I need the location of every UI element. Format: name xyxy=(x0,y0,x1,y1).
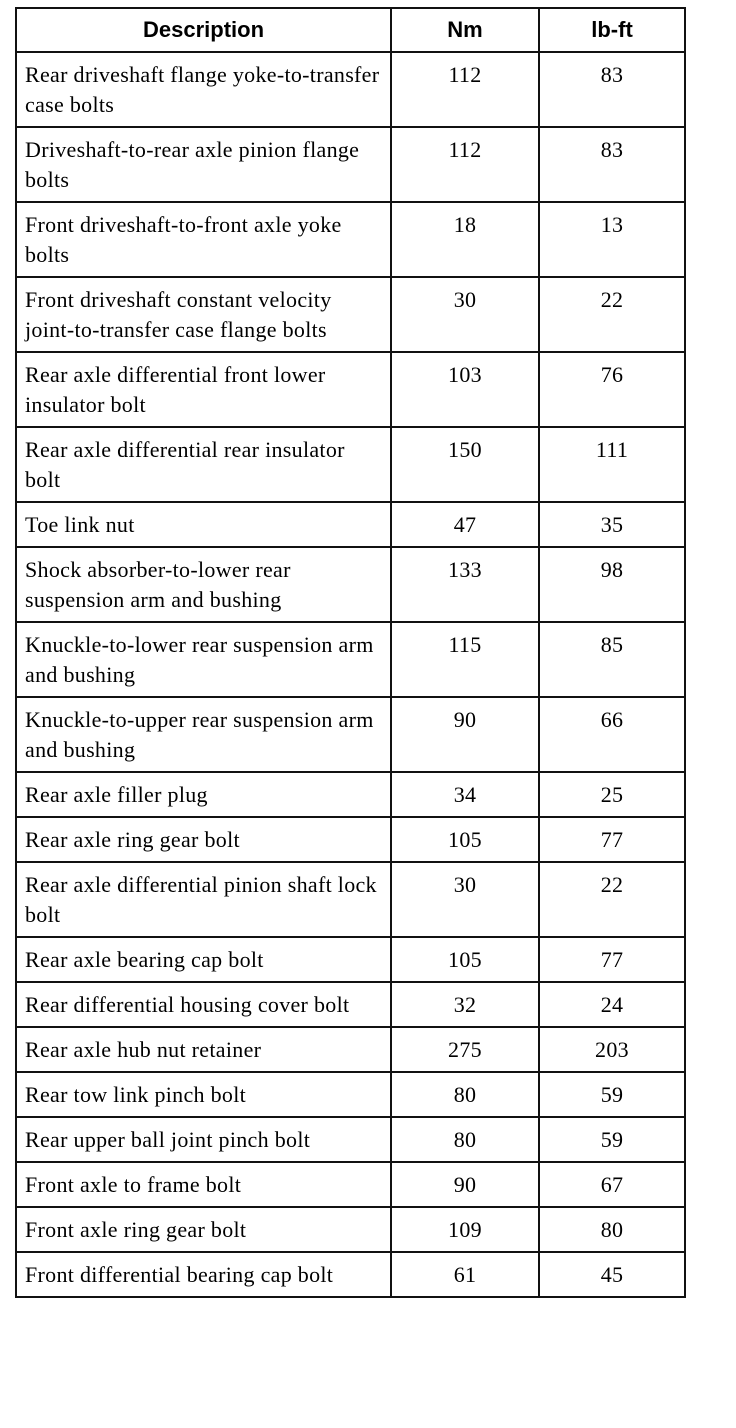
nm-cell: 115 xyxy=(391,622,539,697)
table-row xyxy=(16,982,685,1027)
description-cell: Rear upper ball joint pinch bolt xyxy=(16,1117,391,1162)
table-row xyxy=(16,427,685,502)
table-row xyxy=(16,52,685,127)
nm-column-header: Nm xyxy=(391,8,539,52)
table-body xyxy=(16,52,685,1297)
lbft-cell: 76 xyxy=(539,352,685,427)
nm-cell: 90 xyxy=(391,697,539,772)
table-row xyxy=(16,1252,685,1297)
table-row xyxy=(16,697,685,772)
description-cell: Rear axle differential front lower insulator bolt xyxy=(16,352,391,427)
nm-cell: 32 xyxy=(391,982,539,1027)
table-row xyxy=(16,277,685,352)
nm-cell: 105 xyxy=(391,937,539,982)
nm-cell: 61 xyxy=(391,1252,539,1297)
description-cell: Toe link nut xyxy=(16,502,391,547)
description-cell: Front driveshaft constant velocity joint-to-transfer case flange bolts xyxy=(16,277,391,352)
lbft-cell: 22 xyxy=(539,277,685,352)
nm-cell: 112 xyxy=(391,52,539,127)
table-row xyxy=(16,352,685,427)
description-cell: Rear differential housing cover bolt xyxy=(16,982,391,1027)
lbft-cell: 83 xyxy=(539,127,685,202)
description-cell: Rear driveshaft flange yoke-to-transfer case bolts xyxy=(16,52,391,127)
table-row xyxy=(16,202,685,277)
table-row xyxy=(16,622,685,697)
table-row xyxy=(16,1072,685,1117)
description-cell: Rear tow link pinch bolt xyxy=(16,1072,391,1117)
nm-cell: 80 xyxy=(391,1072,539,1117)
description-cell: Driveshaft-to-rear axle pinion flange bolts xyxy=(16,127,391,202)
nm-cell: 30 xyxy=(391,862,539,937)
description-cell: Front axle ring gear bolt xyxy=(16,1207,391,1252)
table-row xyxy=(16,127,685,202)
nm-cell: 103 xyxy=(391,352,539,427)
description-cell: Rear axle differential pinion shaft lock bolt xyxy=(16,862,391,937)
nm-cell: 80 xyxy=(391,1117,539,1162)
lbft-cell: 13 xyxy=(539,202,685,277)
nm-cell: 34 xyxy=(391,772,539,817)
lbft-cell: 59 xyxy=(539,1072,685,1117)
nm-cell: 112 xyxy=(391,127,539,202)
nm-cell: 109 xyxy=(391,1207,539,1252)
lbft-cell: 24 xyxy=(539,982,685,1027)
description-column-header: Description xyxy=(16,8,391,52)
lbft-cell: 35 xyxy=(539,502,685,547)
lbft-cell: 45 xyxy=(539,1252,685,1297)
nm-cell: 133 xyxy=(391,547,539,622)
description-cell: Rear axle hub nut retainer xyxy=(16,1027,391,1072)
table-row xyxy=(16,1027,685,1072)
lbft-cell: 59 xyxy=(539,1117,685,1162)
table-row xyxy=(16,1162,685,1207)
lbft-cell: 22 xyxy=(539,862,685,937)
lbft-cell: 77 xyxy=(539,937,685,982)
description-cell: Front axle to frame bolt xyxy=(16,1162,391,1207)
description-cell: Front driveshaft-to-front axle yoke bolts xyxy=(16,202,391,277)
nm-cell: 150 xyxy=(391,427,539,502)
nm-cell: 18 xyxy=(391,202,539,277)
lbft-cell: 111 xyxy=(539,427,685,502)
table-row xyxy=(16,547,685,622)
description-cell: Shock absorber-to-lower rear suspension arm and bushing xyxy=(16,547,391,622)
nm-cell: 275 xyxy=(391,1027,539,1072)
lbft-cell: 85 xyxy=(539,622,685,697)
nm-cell: 90 xyxy=(391,1162,539,1207)
description-cell: Rear axle filler plug xyxy=(16,772,391,817)
torque-spec-table xyxy=(15,7,686,1298)
description-cell: Front differential bearing cap bolt xyxy=(16,1252,391,1297)
nm-cell: 105 xyxy=(391,817,539,862)
lbft-cell: 66 xyxy=(539,697,685,772)
table-row xyxy=(16,772,685,817)
nm-cell: 30 xyxy=(391,277,539,352)
table-header xyxy=(16,8,685,52)
lbft-cell: 203 xyxy=(539,1027,685,1072)
nm-cell: 47 xyxy=(391,502,539,547)
table-row xyxy=(16,862,685,937)
lbft-cell: 77 xyxy=(539,817,685,862)
table-row xyxy=(16,1207,685,1252)
table-row xyxy=(16,1117,685,1162)
table-row xyxy=(16,937,685,982)
description-cell: Knuckle-to-lower rear suspension arm and bushing xyxy=(16,622,391,697)
description-cell: Rear axle ring gear bolt xyxy=(16,817,391,862)
lbft-cell: 98 xyxy=(539,547,685,622)
table-row xyxy=(16,502,685,547)
lbft-cell: 80 xyxy=(539,1207,685,1252)
description-cell: Rear axle differential rear insulator bolt xyxy=(16,427,391,502)
lbft-cell: 67 xyxy=(539,1162,685,1207)
table-row xyxy=(16,817,685,862)
description-cell: Knuckle-to-upper rear suspension arm and bushing xyxy=(16,697,391,772)
lbft-cell: 83 xyxy=(539,52,685,127)
description-cell: Rear axle bearing cap bolt xyxy=(16,937,391,982)
lbft-column-header: lb-ft xyxy=(539,8,685,52)
lbft-cell: 25 xyxy=(539,772,685,817)
header-row xyxy=(16,8,685,52)
